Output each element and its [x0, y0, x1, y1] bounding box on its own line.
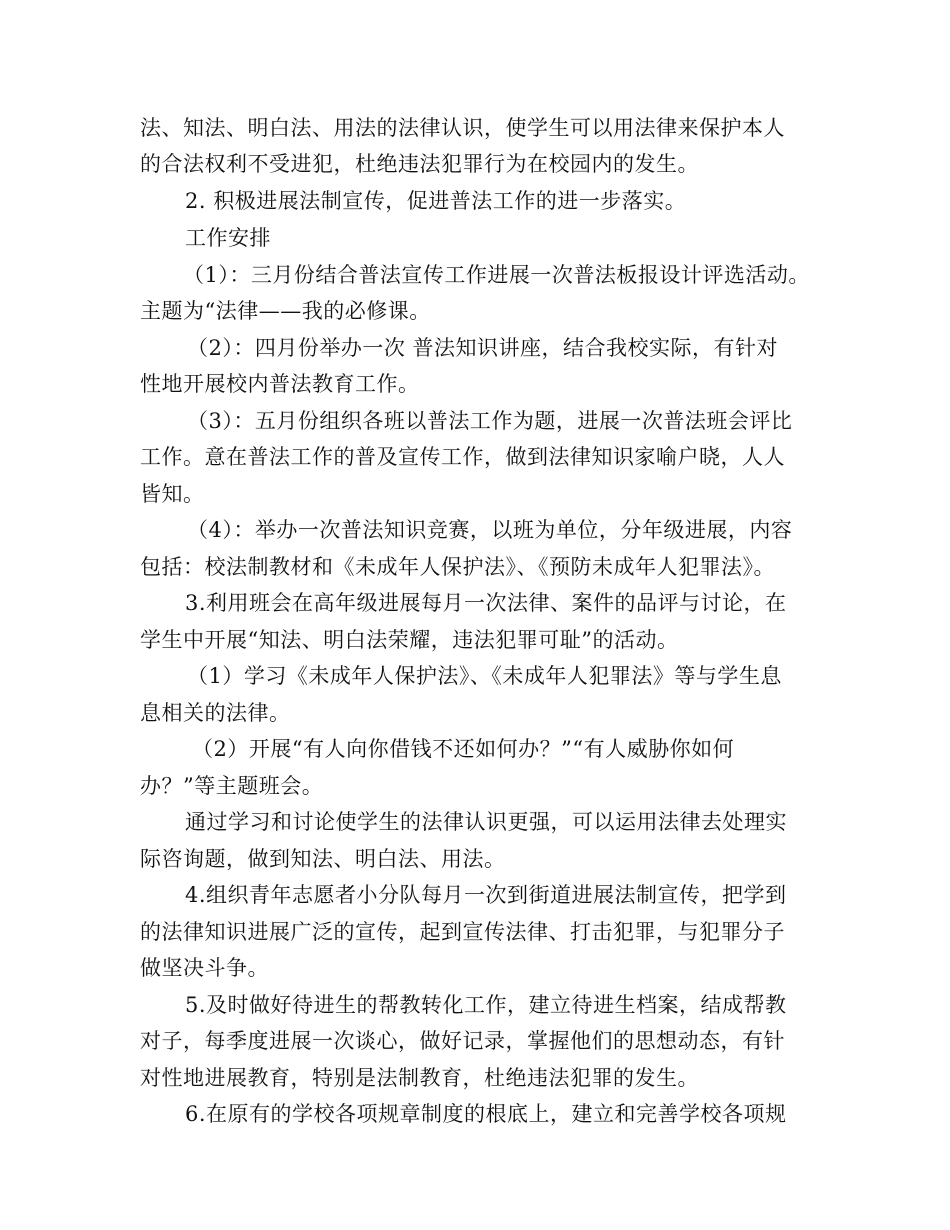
text-line: （2）：四月份举办一次 普法知识讲座，结合我校实际，有针对: [187, 336, 779, 360]
text-line: 4.组织青年志愿者小分队每月一次到街道进展法制宣传，把学到: [185, 883, 787, 907]
text-line: 2. 积极进展法制宣传，促进普法工作的进一步落实。: [185, 189, 687, 213]
text-line: 学生中开展“知法、明白法荣耀，违法犯罪可耻”的活动。: [140, 628, 679, 652]
text-line: （1）：三月份结合普法宣传工作进展一次普法板报设计评选活动。: [183, 263, 810, 287]
text-line: 的法律知识进展广泛的宣传，起到宣传法律、打击犯罪，与犯罪分子: [140, 920, 785, 944]
text-line: 工作。意在普法工作的普及宣传工作，做到法律知识家喻户晓，人人: [140, 445, 785, 469]
text-line: 6.在原有的学校各项规章制度的根底上，建立和完善学校各项规: [185, 1102, 787, 1126]
text-line: 包括：校法制教材和《未成年人保护法》、《预防未成年人犯罪法》。: [140, 555, 775, 579]
text-line: 息相关的法律。: [140, 701, 291, 725]
text-line: 通过学习和讨论使学生的法律认识更强，可以运用法律去处理实: [185, 810, 787, 834]
text-line: 5.及时做好待进生的帮教转化工作，建立待进生档案，结成帮教: [185, 993, 787, 1017]
text-line: 的合法权利不受进犯，杜绝违法犯罪行为在校园内的发生。: [140, 152, 699, 176]
text-line: 对子，每季度进展一次谈心，做好记录，掌握他们的思想动态，有针: [140, 1029, 785, 1053]
text-line: 主题为“法律——我的必修课。: [140, 299, 431, 323]
text-line: 工作安排: [185, 226, 271, 250]
text-line: 际咨询题，做到知法、明白法、用法。: [140, 847, 506, 871]
text-line: （3）：五月份组织各班以普法工作为题，进展一次普法班会评比: [187, 409, 793, 433]
text-line: 做坚决斗争。: [140, 956, 269, 980]
text-line: 性地开展校内普法教育工作。: [140, 372, 420, 396]
text-line: 法、知法、明白法、用法的法律认识，使学生可以用法律来保护本人: [140, 116, 785, 140]
text-line: 皆知。: [140, 482, 205, 506]
text-line: 办？”等主题班会。: [140, 774, 324, 798]
text-line: （1）学习《未成年人保护法》、《未成年人犯罪法》等与学生息: [187, 664, 782, 688]
text-line: 对性地进展教育，特别是法制教育，杜绝违法犯罪的发生。: [140, 1066, 699, 1090]
text-line: （2）开展“有人向你借钱不还如何办？”“有人威胁你如何: [192, 737, 735, 761]
text-line: （4）：举办一次普法知识竞赛，以班为单位，分年级进展，内容: [187, 518, 793, 542]
text-line: 3.利用班会在高年级进展每月一次法律、案件的品评与讨论，在: [185, 591, 787, 615]
